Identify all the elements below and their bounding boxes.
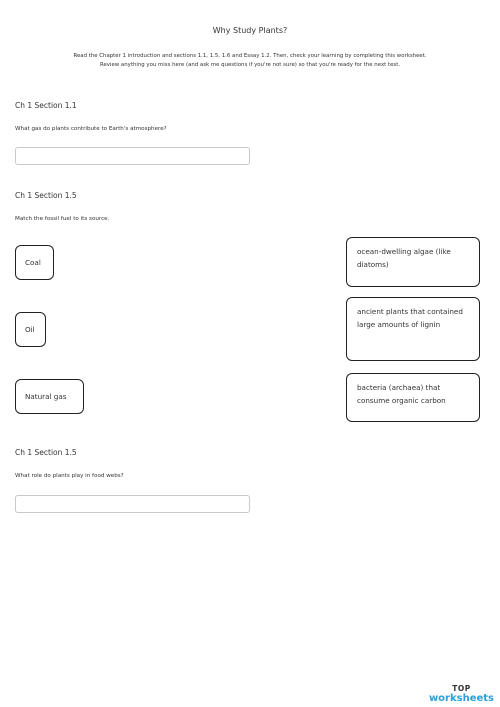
answer-field-1[interactable] — [15, 147, 250, 165]
worksheet-instructions — [40, 52, 460, 70]
topworksheets-logo — [429, 684, 494, 704]
question-3: What role do plants play in food webs? — [15, 473, 124, 479]
question-1: What gas do plants contribute to Earth's atmosphere? — [15, 126, 167, 132]
answer-field-3[interactable] — [15, 495, 250, 513]
match-source-ancient-plants[interactable]: ancient plants that contained large amounts of lignin — [346, 297, 480, 361]
section-heading-2: Ch 1 Section 1.5 — [15, 191, 77, 200]
instructions-line-1: Read the Chapter 1 introduction and sections 1.1, 1.5, 1.6 and Essay 1.2. Then, check your learning by completing this worksheet. — [73, 53, 427, 59]
section-heading-3: Ch 1 Section 1.5 — [15, 448, 77, 457]
match-source-bacteria[interactable]: bacteria (archaea) that consume organic carbon — [346, 373, 480, 422]
logo-top-text: TOP — [452, 684, 471, 693]
logo-bottom-text: worksheets — [428, 693, 494, 704]
instructions-line-2: Review anything you miss here (and ask me questions if you're not sure) so that you're ready for the next test. — [99, 62, 401, 68]
worksheet-title: Why Study Plants? — [212, 26, 288, 35]
match-item-coal[interactable]: Coal — [15, 245, 54, 280]
question-2: Match the fossil fuel to its source. — [15, 216, 110, 222]
match-item-oil[interactable]: Oil — [15, 312, 46, 347]
match-source-algae[interactable]: ocean-dwelling algae (like diatoms) — [346, 237, 480, 287]
section-heading-1: Ch 1 Section 1.1 — [15, 101, 77, 110]
match-item-natural-gas[interactable]: Natural gas — [15, 379, 84, 414]
